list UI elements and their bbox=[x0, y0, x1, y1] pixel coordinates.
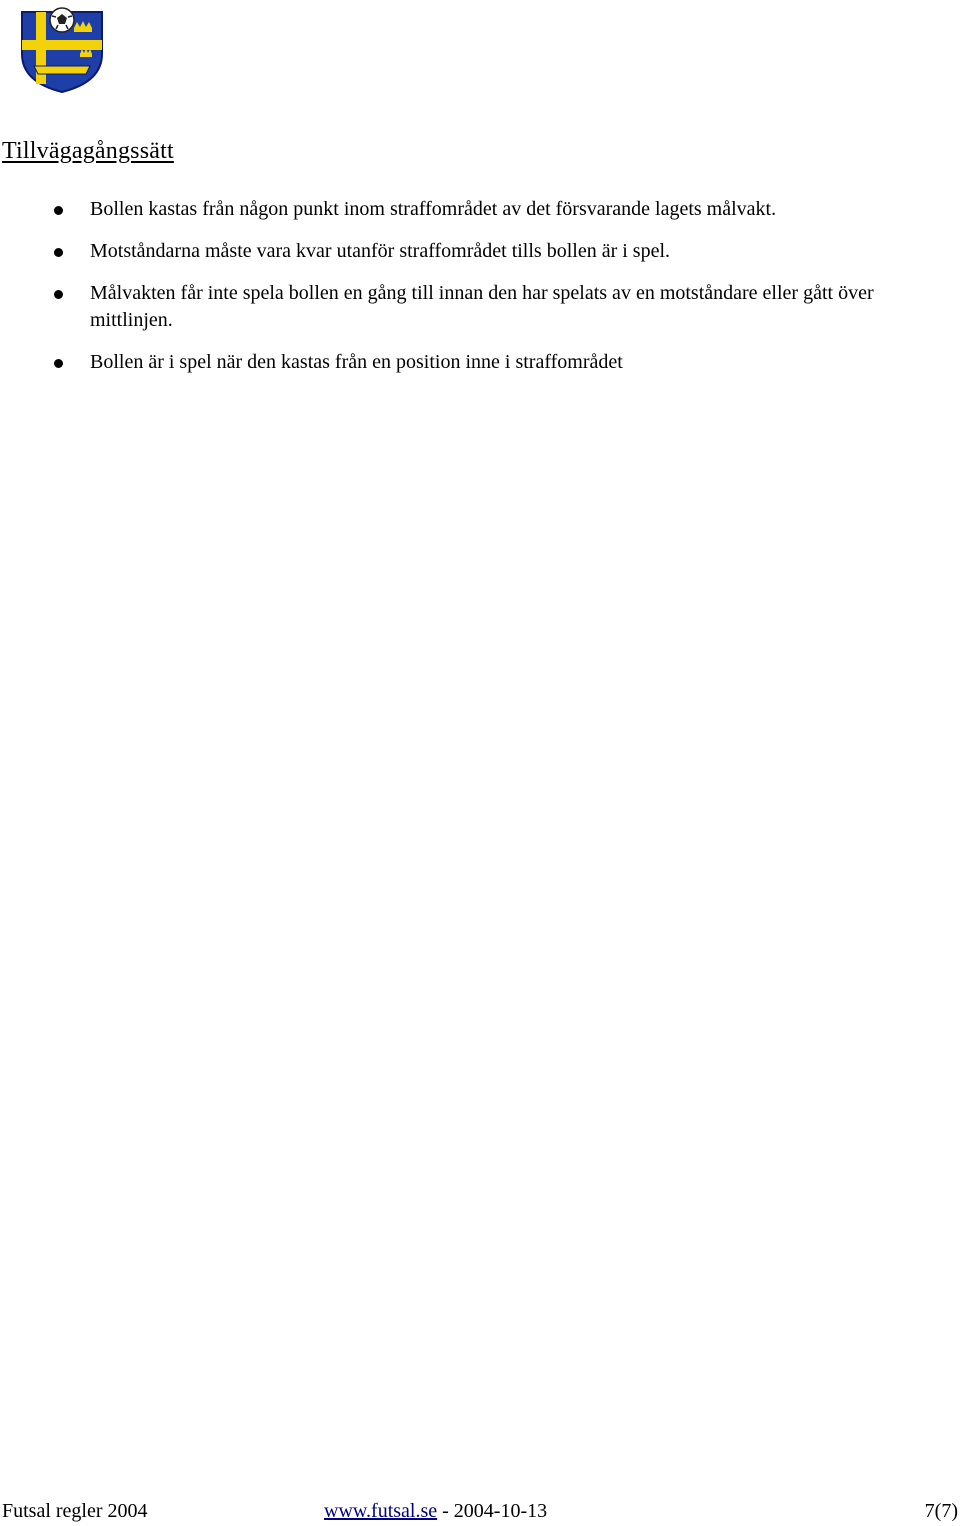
footer-center bbox=[324, 1497, 547, 1525]
list-item-text: Målvakten får inte spela bollen en gång till innan den har spelats av en motståndare eller gått över mittlinjen. bbox=[90, 282, 874, 331]
list-item bbox=[0, 196, 960, 223]
list-item bbox=[0, 280, 960, 334]
page-footer bbox=[0, 1497, 960, 1525]
bullet-dot-icon bbox=[54, 359, 63, 368]
list-item-text: Bollen kastas från någon punkt inom straffområdet av det försvarande lagets målvakt. bbox=[90, 198, 777, 220]
list-item bbox=[0, 238, 960, 265]
page-heading: Tillvägagångssätt bbox=[2, 138, 174, 164]
footer-website-link[interactable]: www.futsal.se bbox=[324, 1500, 438, 1522]
footer-title: Futsal regler 2004 bbox=[2, 1500, 148, 1522]
list-item-text: Bollen är i spel när den kastas från en position inne i straffområdet bbox=[90, 351, 623, 373]
footer-page-number: 7(7) bbox=[924, 1500, 958, 1522]
bullet-list bbox=[0, 196, 960, 391]
list-item-text: Motståndarna måste vara kvar utanför straffområdet tills bollen är i spel. bbox=[90, 240, 670, 262]
footer-date: - 2004-10-13 bbox=[437, 1500, 548, 1522]
list-item bbox=[0, 349, 960, 376]
bullet-dot-icon bbox=[54, 248, 63, 257]
futsal-shield-logo-icon bbox=[16, 4, 108, 94]
bullet-dot-icon bbox=[54, 206, 63, 215]
bullet-dot-icon bbox=[54, 290, 63, 299]
